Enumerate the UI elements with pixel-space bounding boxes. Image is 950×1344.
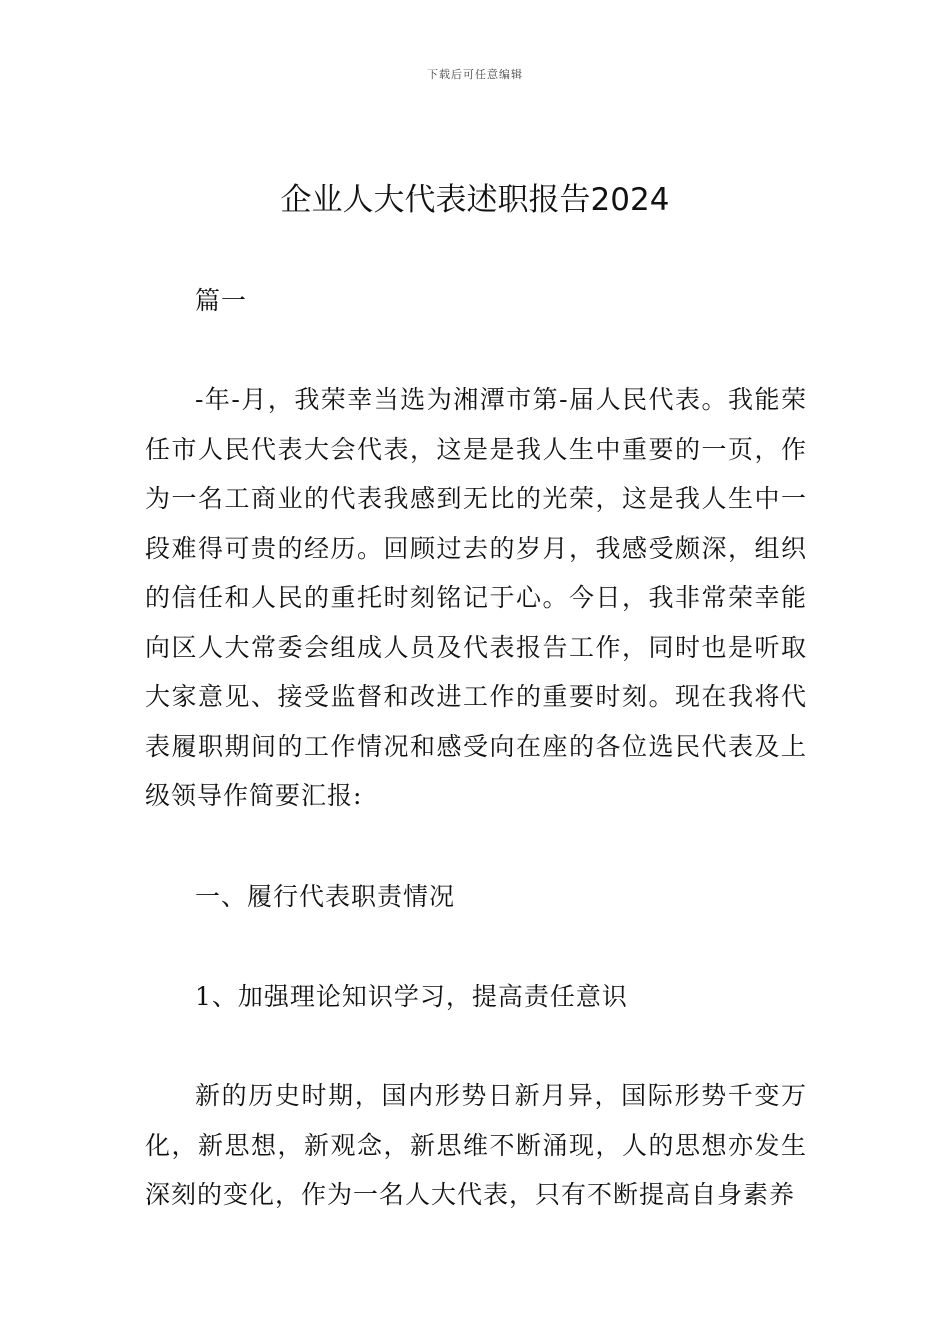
section-heading: 一、履行代表职责情况 xyxy=(195,882,456,911)
document-title: 企业人大代表述职报告2024 xyxy=(280,182,670,218)
header-note: 下载后可任意编辑 xyxy=(427,68,523,81)
subsection-heading: 1、加强理论知识学习，提高责任意识 xyxy=(195,982,628,1011)
intro-paragraph: -年-月，我荣幸当选为湘潭市第-届人民代表。我能荣任市人民代表大会代表，这是是我人生中重要的一页，作为一名工商业的代表我感到无比的光荣，这是我人生中一段难得可贵的经历。回顾过去的岁月，我感受颇深，组织的信任和人民的重托时刻铭记于心。今日，我非常荣幸能向区人大常委会组成人员及代表报告工作，同时也是听取大家意见、接受监督和改进工作的重要时刻。现在我将代表履职期间的工作情况和感受向在座的各位选民代表及上级领导作简要汇报: xyxy=(145,385,807,810)
body-paragraph: 新的历史时期，国内形势日新月异，国际形势千变万化，新思想，新观念，新思维不断涌现，人的思想亦发生深刻的变化，作为一名人大代表，只有不断提高自身素养 xyxy=(145,1081,807,1209)
section-label: 篇一 xyxy=(195,286,248,315)
